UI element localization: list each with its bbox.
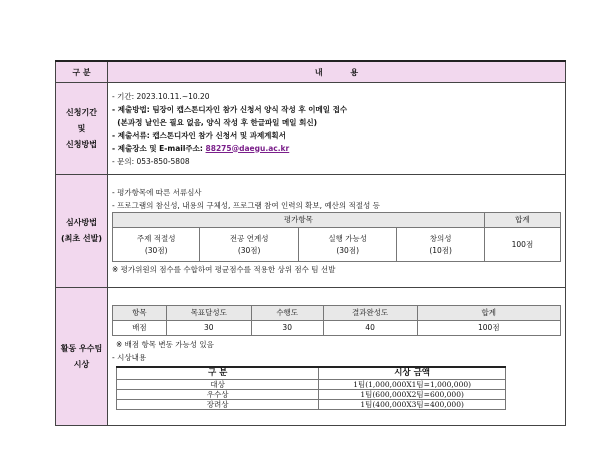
award-label (56, 288, 108, 426)
score-value: 40 (323, 320, 417, 335)
apply-line: - 제출방법: 팀장이 캡스톤디자인 참가 신청서 양식 작성 후 이메일 접수 (112, 104, 348, 114)
score-header: 합계 (417, 305, 560, 320)
award-label-line: 시상 (73, 359, 90, 369)
apply-content (108, 83, 566, 175)
review-content (108, 175, 566, 288)
info-table-container (55, 60, 565, 426)
prize-name: 대상 (117, 379, 319, 389)
award-content (108, 288, 566, 426)
criterion-cell: 창의성 (10점) (397, 228, 484, 262)
score-table (112, 305, 561, 336)
apply-line: - 제출서류: 캡스톤디자인 참가 신청서 및 과제계획서 (112, 130, 286, 140)
apply-label-line: 및 (77, 123, 86, 133)
score-header: 목표달성도 (166, 305, 251, 320)
score-header: 항목 (113, 305, 167, 320)
header-content: 내 용 (108, 61, 566, 83)
prize-name: 장려상 (117, 399, 319, 409)
prize-amount: 1팀(1,000,000X1팀=1,000,000) (319, 379, 506, 389)
prize-amount: 1팀(400,000X3팀=400,000) (319, 399, 506, 409)
apply-line: (본과정 날인은 필요 없음, 양식 작성 후 한글파일 메일 회신) (112, 117, 318, 127)
criteria-total: 100점 (484, 228, 560, 262)
score-row-label: 배점 (113, 320, 167, 335)
criteria-table (112, 212, 561, 262)
criterion-cell: 실행 가능성 (30점) (298, 228, 397, 262)
apply-phone: - 문의: 053-850-5808 (112, 156, 190, 166)
apply-line: - 기간: 2023.10.11.~10.20 (112, 91, 210, 101)
prize-amount: 1팀(600,000X2팀=600,000) (319, 389, 506, 399)
review-line: - 프로그램의 참신성, 내용의 구체성, 프로그램 참여 인력의 확보, 예산의 적절성 등 (112, 201, 380, 210)
score-header: 결과완성도 (323, 305, 417, 320)
email-link[interactable]: 88275@daegu.ac.kr (205, 143, 290, 153)
prize-header: 구 분 (117, 367, 319, 380)
score-value: 30 (251, 320, 323, 335)
criterion-cell: 전공 연계성 (30점) (200, 228, 299, 262)
apply-email-prefix: - 제출장소 및 E-mail주소: (112, 143, 206, 153)
score-header: 수행도 (251, 305, 323, 320)
criteria-total-header: 합계 (484, 213, 560, 228)
review-label (56, 175, 108, 288)
prize-table (116, 366, 506, 410)
review-note: ※ 평가위원의 점수를 수합하여 평균점수를 적용한 상위 점수 팀 선발 (112, 265, 336, 274)
review-label-line: (최초 선발) (60, 234, 102, 243)
prize-header: 시상 금액 (319, 367, 506, 380)
award-content-label: - 시상내용 (112, 352, 147, 362)
apply-label-line: 신청방법 (66, 139, 97, 149)
score-value: 100점 (417, 320, 560, 335)
award-note: ※ 배점 항목 변동 가능성 있음 (116, 339, 214, 349)
apply-label (56, 83, 108, 175)
apply-label-line: 신청기간 (66, 107, 97, 117)
award-label-line: 활동 우수팀 (60, 343, 103, 353)
review-line: - 평가항목에 따른 서류심사 (112, 188, 202, 197)
score-value: 30 (166, 320, 251, 335)
info-table (55, 60, 566, 426)
criterion-cell: 주제 적절성 (30점) (113, 228, 200, 262)
header-category: 구 분 (56, 61, 108, 83)
review-label-line: 심사방법 (66, 218, 97, 227)
apply-email-line (112, 142, 561, 155)
prize-name: 우수상 (117, 389, 319, 399)
criteria-header: 평가항목 (113, 213, 485, 228)
